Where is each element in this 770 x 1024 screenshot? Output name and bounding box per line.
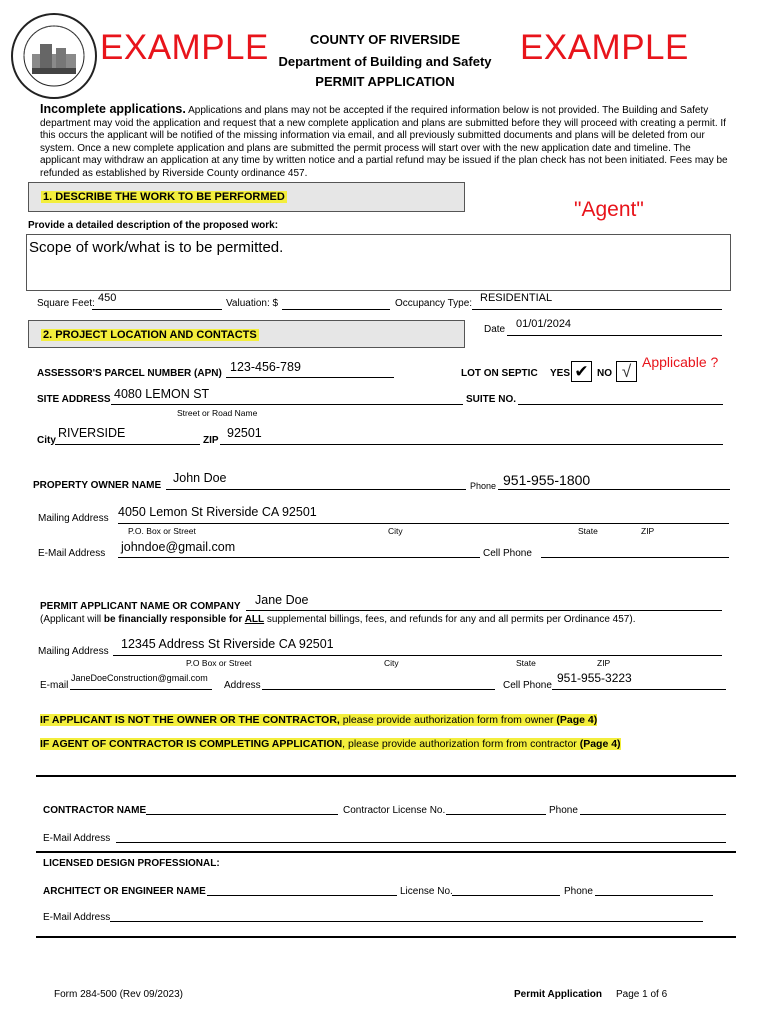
septic-yes-checkbox[interactable]: ✔ [571, 361, 592, 382]
square-feet-label: Square Feet: [37, 298, 95, 309]
applicant-name-label: PERMIT APPLICANT NAME OR COMPANY [40, 601, 241, 612]
note-part-1: (Applicant will [40, 614, 104, 625]
occupancy-value: RESIDENTIAL [480, 292, 553, 304]
owner-zip-caption: ZIP [641, 526, 655, 536]
applicant-zip-caption: ZIP [597, 658, 611, 668]
architect-phone-label: Phone [564, 886, 593, 897]
description-textarea[interactable] [26, 234, 731, 291]
city-field[interactable] [55, 444, 200, 445]
architect-license-label: License No. [400, 886, 453, 897]
applicant-email-value: JaneDoeConstruction@gmail.com [71, 673, 208, 683]
apn-value: 123-456-789 [230, 360, 301, 374]
design-professional-heading: LICENSED DESIGN PROFESSIONAL: [43, 858, 220, 869]
applicant-mailing-value: 12345 Address St Riverside CA 92501 [121, 637, 334, 651]
applicant-city-caption: City [384, 658, 399, 668]
notice-1-page: (Page 4) [556, 714, 598, 726]
site-address-label: SITE ADDRESS [37, 394, 111, 405]
septic-yes-label: YES [550, 368, 571, 379]
architect-email-label: E-Mail Address [43, 912, 111, 923]
contractor-license-field[interactable] [446, 814, 546, 815]
applicant-cell-field[interactable] [552, 689, 726, 690]
architect-name-label: ARCHITECT OR ENGINEER NAME [43, 886, 206, 897]
owner-authorization-notice [40, 714, 597, 726]
section-2-title: 2. PROJECT LOCATION AND CONTACTS [43, 329, 257, 341]
page-number: Page 1 of 6 [616, 989, 668, 1000]
agent-note: "Agent" [574, 198, 644, 221]
owner-city-caption: City [388, 526, 403, 536]
county-seal-logo [10, 12, 98, 100]
contractor-email-label: E-Mail Address [43, 833, 111, 844]
owner-email-label: E-Mail Address [38, 548, 106, 559]
contractor-email-field[interactable] [116, 842, 726, 843]
square-feet-value: 450 [98, 292, 117, 304]
contractor-name-field[interactable] [146, 814, 338, 815]
divider-top [36, 775, 736, 777]
note-part-all: ALL [244, 614, 265, 625]
date-label: Date [484, 324, 506, 335]
valuation-field[interactable] [282, 309, 390, 310]
street-caption: Street or Road Name [177, 408, 258, 418]
occupancy-field[interactable] [472, 309, 722, 310]
apn-label: ASSESSOR'S PARCEL NUMBER (APN) [37, 368, 222, 379]
applicant-address-label: Address [224, 680, 261, 691]
form-id: Form 284-500 (Rev 09/2023) [54, 989, 183, 1000]
description-value: Scope of work/what is to be permitted. [29, 239, 284, 256]
intro-paragraph [40, 103, 730, 181]
notice-2-text: , please provide authorization form from contractor [342, 738, 580, 750]
contractor-authorization-notice [40, 738, 621, 750]
applicant-cell-value: 951-955-3223 [557, 671, 632, 685]
applicant-mailing-label: Mailing Address [38, 646, 109, 657]
section-1-header [28, 182, 465, 212]
section-1-title: 1. DESCRIBE THE WORK TO BE PERFORMED [43, 191, 285, 203]
site-address-field[interactable] [111, 404, 463, 405]
county-name: COUNTY OF RIVERSIDE [309, 32, 460, 47]
owner-name-value: John Doe [173, 471, 227, 485]
applicant-name-field[interactable] [246, 610, 722, 611]
intro-body: Applications and plans may not be accepted if the required information below is not provided. The Building and Safety department may void the application and request that a new complete application and plans are submitted before they will proceed with creating a permit. If this occurs the applicant will be notified of the missing information via email, and all previously submitted documents and plans will be deleted from our system. Once a new complete application and plans are submitted the permit process will start over with the new application date and timeline. The applicant may withdraw an application at any time by written notice and a partial refund may be issued if the plan check has not been initiated. Fees may be refunded as established by Riverside County ordinance 457. [40, 105, 728, 179]
owner-po-caption: P.O. Box or Street [128, 526, 196, 536]
septic-no-label: NO [597, 368, 612, 379]
divider-bottom [36, 936, 736, 938]
suite-field[interactable] [518, 404, 723, 405]
zip-label: ZIP [203, 435, 219, 446]
lot-on-septic-label: LOT ON SEPTIC [461, 368, 538, 379]
date-field[interactable] [507, 335, 722, 336]
applicant-po-caption: P.O Box or Street [186, 658, 252, 668]
applicant-email-field[interactable] [70, 689, 212, 690]
owner-name-field[interactable] [166, 489, 466, 490]
example-watermark-right: EXAMPLE [520, 28, 689, 67]
notice-2-page: (Page 4) [579, 738, 621, 750]
applicant-state-caption: State [516, 658, 536, 668]
applicant-address-field[interactable] [262, 689, 495, 690]
owner-mailing-value: 4050 Lemon St Riverside CA 92501 [118, 505, 317, 519]
zip-field[interactable] [220, 444, 723, 445]
section-2-header [28, 320, 465, 348]
square-feet-field[interactable] [92, 309, 222, 310]
date-value: 01/01/2024 [516, 318, 572, 330]
contractor-phone-field[interactable] [580, 814, 726, 815]
architect-phone-field[interactable] [595, 895, 713, 896]
architect-license-field[interactable] [452, 895, 560, 896]
note-part-2: be financially responsible for [103, 614, 245, 625]
contractor-license-label: Contractor License No. [343, 805, 446, 816]
owner-cell-label: Cell Phone [483, 548, 532, 559]
owner-phone-label: Phone [470, 481, 497, 491]
notice-1-text: please provide authorization form from owner [339, 714, 557, 726]
city-value: RIVERSIDE [58, 426, 126, 440]
example-watermark-left: EXAMPLE [100, 28, 269, 67]
owner-cell-field[interactable] [541, 557, 729, 558]
form-title: PERMIT APPLICATION [315, 74, 455, 89]
architect-email-field[interactable] [110, 921, 703, 922]
septic-no-checkbox[interactable]: √ [616, 361, 637, 382]
owner-email-field[interactable] [118, 557, 480, 558]
department-name: Department of Building and Safety [278, 54, 492, 69]
owner-phone-field[interactable] [498, 489, 730, 490]
owner-name-label: PROPERTY OWNER NAME [33, 480, 162, 491]
city-label: City [37, 435, 56, 446]
owner-mailing-field[interactable] [118, 523, 729, 524]
valuation-label: Valuation: $ [226, 298, 279, 309]
intro-lead: Incomplete applications. [40, 102, 186, 116]
owner-mailing-label: Mailing Address [38, 513, 109, 524]
applicable-note: Applicable ? [642, 354, 719, 370]
zip-value: 92501 [227, 426, 262, 440]
description-label: Provide a detailed description of the proposed work: [28, 220, 279, 231]
site-address-value: 4080 LEMON ST [114, 387, 210, 401]
applicant-responsibility-note [40, 614, 635, 625]
contractor-phone-label: Phone [549, 805, 578, 816]
apn-field[interactable] [226, 377, 394, 378]
notice-1-bold: IF APPLICANT IS NOT THE OWNER OR THE CONTRACTOR, [40, 714, 340, 726]
applicant-mailing-field[interactable] [113, 655, 722, 656]
notice-2-bold: IF AGENT OF CONTRACTOR IS COMPLETING APPLICATION [40, 738, 343, 750]
occupancy-label: Occupancy Type: [395, 298, 473, 309]
owner-email-value: johndoe@gmail.com [121, 540, 236, 554]
contractor-name-label: CONTRACTOR NAME [43, 805, 147, 816]
note-part-3: supplemental billings, fees, and refunds for any and all permits per Ordinance 457). [264, 614, 636, 625]
owner-phone-value: 951-955-1800 [503, 472, 591, 488]
applicant-cell-label: Cell Phone [503, 680, 552, 691]
suite-label: SUITE NO. [466, 394, 517, 405]
applicant-email-label: E-mail [40, 680, 69, 691]
footer-doc-name: Permit Application [514, 989, 602, 1000]
architect-name-field[interactable] [207, 895, 397, 896]
divider-middle [36, 851, 736, 853]
applicant-name-value: Jane Doe [255, 593, 309, 607]
owner-state-caption: State [578, 526, 598, 536]
